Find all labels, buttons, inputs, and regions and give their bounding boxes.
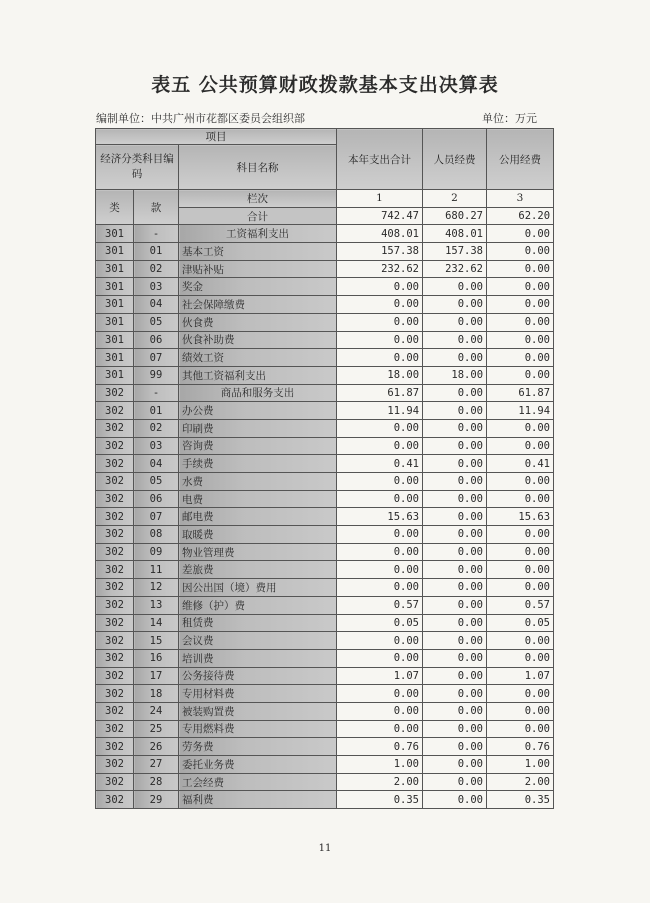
unit-label: 单位：万元 (482, 112, 537, 125)
item-code-cell: 05 (134, 313, 179, 331)
category-code-cell: 302 (96, 632, 134, 650)
item-code-cell: 99 (134, 366, 179, 384)
subject-name-cell: 公务接待费 (179, 667, 337, 685)
table-row (96, 738, 554, 756)
personnel-cell: 0.00 (423, 561, 487, 579)
personnel-cell: 0.00 (423, 702, 487, 720)
subject-name-cell: 基本工资 (179, 243, 337, 261)
header-item: 项目 (96, 129, 337, 145)
item-code-cell: 25 (134, 720, 179, 738)
table-row (96, 596, 554, 614)
subject-name-cell: 被装购置费 (179, 702, 337, 720)
subject-name-cell: 电费 (179, 490, 337, 508)
personnel-cell: 0.00 (423, 419, 487, 437)
table-row (96, 508, 554, 526)
total-cell: 0.00 (337, 702, 423, 720)
category-code-cell: 302 (96, 791, 134, 809)
subject-name-cell: 津贴补贴 (179, 260, 337, 278)
item-code-cell: 03 (134, 437, 179, 455)
category-code-cell: 301 (96, 243, 134, 261)
header-col-personnel: 人员经费 (423, 129, 487, 190)
subject-name-cell: 手续费 (179, 455, 337, 473)
personnel-cell: 0.00 (423, 756, 487, 774)
table-row (96, 791, 554, 809)
category-code-cell: 302 (96, 773, 134, 791)
total-cell: 0.00 (337, 561, 423, 579)
item-code-cell: 13 (134, 596, 179, 614)
public-cell: 15.63 (487, 508, 554, 526)
item-code-cell: 04 (134, 296, 179, 314)
personnel-cell: 680.27 (423, 207, 487, 225)
category-code-cell: 302 (96, 667, 134, 685)
table-row (96, 773, 554, 791)
item-code-cell: 01 (134, 402, 179, 420)
category-code-cell: 301 (96, 349, 134, 367)
personnel-cell: 0.00 (423, 614, 487, 632)
category-code-cell: 302 (96, 402, 134, 420)
item-code-cell: 02 (134, 419, 179, 437)
subject-name-cell: 伙食费 (179, 313, 337, 331)
personnel-cell: 0.00 (423, 773, 487, 791)
category-code-cell: 302 (96, 720, 134, 738)
item-code-cell: 07 (134, 349, 179, 367)
table-row (96, 685, 554, 703)
subject-name-cell: 租赁费 (179, 614, 337, 632)
subject-name-cell: 委托业务费 (179, 756, 337, 774)
category-code-cell: 302 (96, 384, 134, 402)
subject-name-cell: 其他工资福利支出 (179, 366, 337, 384)
table-row (96, 366, 554, 384)
public-cell: 0.05 (487, 614, 554, 632)
personnel-cell: 157.38 (423, 243, 487, 261)
total-cell: 0.57 (337, 596, 423, 614)
item-code-cell: 11 (134, 561, 179, 579)
total-cell: 0.00 (337, 473, 423, 491)
personnel-cell: 0.00 (423, 579, 487, 597)
item-code-cell: 07 (134, 508, 179, 526)
subject-name-cell: 办公费 (179, 402, 337, 420)
personnel-cell: 0.00 (423, 490, 487, 508)
table-row (96, 632, 554, 650)
public-cell: 0.00 (487, 437, 554, 455)
personnel-cell: 408.01 (423, 225, 487, 243)
total-cell: 0.05 (337, 614, 423, 632)
total-cell: 0.41 (337, 455, 423, 473)
item-code-cell: 01 (134, 243, 179, 261)
table-row (96, 490, 554, 508)
personnel-cell: 232.62 (423, 260, 487, 278)
personnel-cell: 0.00 (423, 437, 487, 455)
total-cell: 157.38 (337, 243, 423, 261)
category-code-cell: 301 (96, 278, 134, 296)
subject-name-cell: 邮电费 (179, 508, 337, 526)
item-code-cell: 15 (134, 632, 179, 650)
personnel-cell: 18.00 (423, 366, 487, 384)
personnel-cell: 0.00 (423, 526, 487, 544)
category-code-cell: 301 (96, 296, 134, 314)
table-row (96, 649, 554, 667)
personnel-cell: 0.00 (423, 791, 487, 809)
public-cell: 0.00 (487, 649, 554, 667)
total-cell: 0.00 (337, 490, 423, 508)
public-cell: 11.94 (487, 402, 554, 420)
table-row (96, 667, 554, 685)
subject-name-cell: 绩效工资 (179, 349, 337, 367)
category-code-cell: 302 (96, 490, 134, 508)
public-cell: 0.00 (487, 543, 554, 561)
category-code-cell: 302 (96, 649, 134, 667)
total-cell: 2.00 (337, 773, 423, 791)
header-col-public: 公用经费 (487, 129, 554, 190)
category-code-cell: 302 (96, 419, 134, 437)
item-code-cell: 18 (134, 685, 179, 703)
header-n3: 3 (487, 190, 554, 208)
personnel-cell: 0.00 (423, 296, 487, 314)
header-col-total: 本年支出合计 (337, 129, 423, 190)
table-row (96, 331, 554, 349)
personnel-cell: 0.00 (423, 331, 487, 349)
subject-name-cell: 物业管理费 (179, 543, 337, 561)
personnel-cell: 0.00 (423, 543, 487, 561)
total-cell: 0.00 (337, 526, 423, 544)
subject-name-cell: 因公出国（境）费用 (179, 579, 337, 597)
public-cell: 0.00 (487, 419, 554, 437)
category-code-cell: 302 (96, 579, 134, 597)
public-cell: 0.00 (487, 331, 554, 349)
personnel-cell: 0.00 (423, 632, 487, 650)
total-cell: 0.00 (337, 419, 423, 437)
public-cell: 0.00 (487, 526, 554, 544)
page-number: 11 (318, 843, 332, 854)
personnel-cell: 0.00 (423, 685, 487, 703)
table-row (96, 720, 554, 738)
item-code-cell: 09 (134, 543, 179, 561)
item-code-cell: 14 (134, 614, 179, 632)
personnel-cell: 0.00 (423, 649, 487, 667)
item-code-cell: - (134, 384, 179, 402)
total-cell: 15.63 (337, 508, 423, 526)
category-code-cell: 302 (96, 561, 134, 579)
table-row (96, 702, 554, 720)
page-title: 表五 公共预算财政拨款基本支出决算表 (151, 74, 499, 96)
subject-name-cell: 伙食补助费 (179, 331, 337, 349)
total-cell: 0.00 (337, 296, 423, 314)
public-cell: 2.00 (487, 773, 554, 791)
item-code-cell: 04 (134, 455, 179, 473)
category-code-cell: 301 (96, 331, 134, 349)
table-row (96, 526, 554, 544)
total-cell: 0.00 (337, 579, 423, 597)
table-row (96, 473, 554, 491)
table-row (96, 756, 554, 774)
table-row (96, 455, 554, 473)
public-cell: 0.00 (487, 225, 554, 243)
public-cell: 0.00 (487, 632, 554, 650)
subject-name-cell: 工资福利支出 (179, 225, 337, 243)
table-row (96, 243, 554, 261)
public-cell: 0.00 (487, 349, 554, 367)
subject-name-cell: 工会经费 (179, 773, 337, 791)
category-code-cell: 302 (96, 543, 134, 561)
total-cell: 61.87 (337, 384, 423, 402)
header-subject-name: 科目名称 (179, 145, 337, 190)
category-code-cell: 302 (96, 526, 134, 544)
personnel-cell: 0.00 (423, 349, 487, 367)
table-row (96, 349, 554, 367)
public-cell: 0.35 (487, 791, 554, 809)
personnel-cell: 0.00 (423, 473, 487, 491)
subject-name-cell: 商品和服务支出 (179, 384, 337, 402)
public-cell: 0.00 (487, 490, 554, 508)
item-code-cell: 27 (134, 756, 179, 774)
public-cell: 1.07 (487, 667, 554, 685)
category-code-cell: 301 (96, 260, 134, 278)
table-row (96, 260, 554, 278)
public-cell: 0.76 (487, 738, 554, 756)
total-cell: 1.00 (337, 756, 423, 774)
subject-name-cell: 会议费 (179, 632, 337, 650)
public-cell: 0.00 (487, 720, 554, 738)
table-row (96, 561, 554, 579)
table-row (96, 437, 554, 455)
subject-name-cell: 印刷费 (179, 419, 337, 437)
total-cell: 0.00 (337, 278, 423, 296)
personnel-cell: 0.00 (423, 720, 487, 738)
subject-name-cell: 咨询费 (179, 437, 337, 455)
total-cell: 11.94 (337, 402, 423, 420)
total-label: 合计 (179, 207, 337, 225)
subject-name-cell: 劳务费 (179, 738, 337, 756)
total-cell: 0.00 (337, 685, 423, 703)
subject-name-cell: 差旅费 (179, 561, 337, 579)
public-cell: 0.00 (487, 473, 554, 491)
item-code-cell: 28 (134, 773, 179, 791)
total-cell: 0.00 (337, 632, 423, 650)
subject-name-cell: 维修（护）费 (179, 596, 337, 614)
category-code-cell: 302 (96, 614, 134, 632)
header-kuan: 款 (134, 190, 179, 225)
personnel-cell: 0.00 (423, 384, 487, 402)
public-cell: 0.00 (487, 561, 554, 579)
header-lei: 类 (96, 190, 134, 225)
header-n2: 2 (423, 190, 487, 208)
total-cell: 0.00 (337, 331, 423, 349)
subject-name-cell: 培训费 (179, 649, 337, 667)
table-row (96, 296, 554, 314)
total-cell: 742.47 (337, 207, 423, 225)
public-cell: 0.00 (487, 296, 554, 314)
personnel-cell: 0.00 (423, 313, 487, 331)
category-code-cell: 302 (96, 685, 134, 703)
public-cell: 0.00 (487, 313, 554, 331)
table-row (96, 419, 554, 437)
total-cell: 0.00 (337, 720, 423, 738)
total-cell: 0.35 (337, 791, 423, 809)
public-cell: 0.00 (487, 260, 554, 278)
personnel-cell: 0.00 (423, 508, 487, 526)
table-row (96, 579, 554, 597)
total-cell: 0.00 (337, 543, 423, 561)
subject-name-cell: 取暖费 (179, 526, 337, 544)
compiling-unit: 编制单位：中共广州市花都区委员会组织部 (96, 112, 305, 125)
total-cell: 232.62 (337, 260, 423, 278)
total-cell: 18.00 (337, 366, 423, 384)
item-code-cell: 16 (134, 649, 179, 667)
category-code-cell: 301 (96, 366, 134, 384)
category-code-cell: 302 (96, 455, 134, 473)
personnel-cell: 0.00 (423, 402, 487, 420)
total-cell: 0.00 (337, 649, 423, 667)
personnel-cell: 0.00 (423, 738, 487, 756)
personnel-cell: 0.00 (423, 278, 487, 296)
public-cell: 0.00 (487, 278, 554, 296)
header-econ-code: 经济分类科目编码 (96, 145, 179, 190)
total-cell: 0.00 (337, 313, 423, 331)
subject-name-cell: 水费 (179, 473, 337, 491)
item-code-cell: 29 (134, 791, 179, 809)
category-code-cell: 302 (96, 702, 134, 720)
category-code-cell: 302 (96, 473, 134, 491)
public-cell: 0.00 (487, 702, 554, 720)
public-cell: 61.87 (487, 384, 554, 402)
public-cell: 0.41 (487, 455, 554, 473)
public-cell: 0.00 (487, 243, 554, 261)
item-code-cell: 26 (134, 738, 179, 756)
item-code-cell: 17 (134, 667, 179, 685)
public-cell: 1.00 (487, 756, 554, 774)
personnel-cell: 0.00 (423, 455, 487, 473)
personnel-cell: 0.00 (423, 667, 487, 685)
item-code-cell: 12 (134, 579, 179, 597)
item-code-cell: 24 (134, 702, 179, 720)
public-cell: 0.00 (487, 685, 554, 703)
table-row (96, 384, 554, 402)
personnel-cell: 0.00 (423, 596, 487, 614)
expenditure-table (95, 128, 554, 809)
subject-name-cell: 专用材料费 (179, 685, 337, 703)
table-row (96, 313, 554, 331)
category-code-cell: 301 (96, 313, 134, 331)
category-code-cell: 302 (96, 437, 134, 455)
total-cell: 0.00 (337, 349, 423, 367)
table-row (96, 402, 554, 420)
public-cell: 0.00 (487, 579, 554, 597)
item-code-cell: 02 (134, 260, 179, 278)
table-row (96, 278, 554, 296)
public-cell: 0.00 (487, 366, 554, 384)
category-code-cell: 302 (96, 738, 134, 756)
item-code-cell: 05 (134, 473, 179, 491)
table-row (96, 225, 554, 243)
public-cell: 62.20 (487, 207, 554, 225)
category-code-cell: 302 (96, 756, 134, 774)
header-n1: 1 (337, 190, 423, 208)
total-cell: 1.07 (337, 667, 423, 685)
subject-name-cell: 专用燃料费 (179, 720, 337, 738)
item-code-cell: 06 (134, 331, 179, 349)
table-row (96, 614, 554, 632)
total-cell: 0.76 (337, 738, 423, 756)
table-row (96, 543, 554, 561)
category-code-cell: 302 (96, 508, 134, 526)
total-cell: 0.00 (337, 437, 423, 455)
subject-name-cell: 奖金 (179, 278, 337, 296)
subject-name-cell: 福利费 (179, 791, 337, 809)
header-lanci: 栏次 (179, 190, 337, 208)
public-cell: 0.57 (487, 596, 554, 614)
item-code-cell: 08 (134, 526, 179, 544)
category-code-cell: 301 (96, 225, 134, 243)
item-code-cell: 06 (134, 490, 179, 508)
item-code-cell: - (134, 225, 179, 243)
total-cell: 408.01 (337, 225, 423, 243)
category-code-cell: 302 (96, 596, 134, 614)
subject-name-cell: 社会保障缴费 (179, 296, 337, 314)
item-code-cell: 03 (134, 278, 179, 296)
